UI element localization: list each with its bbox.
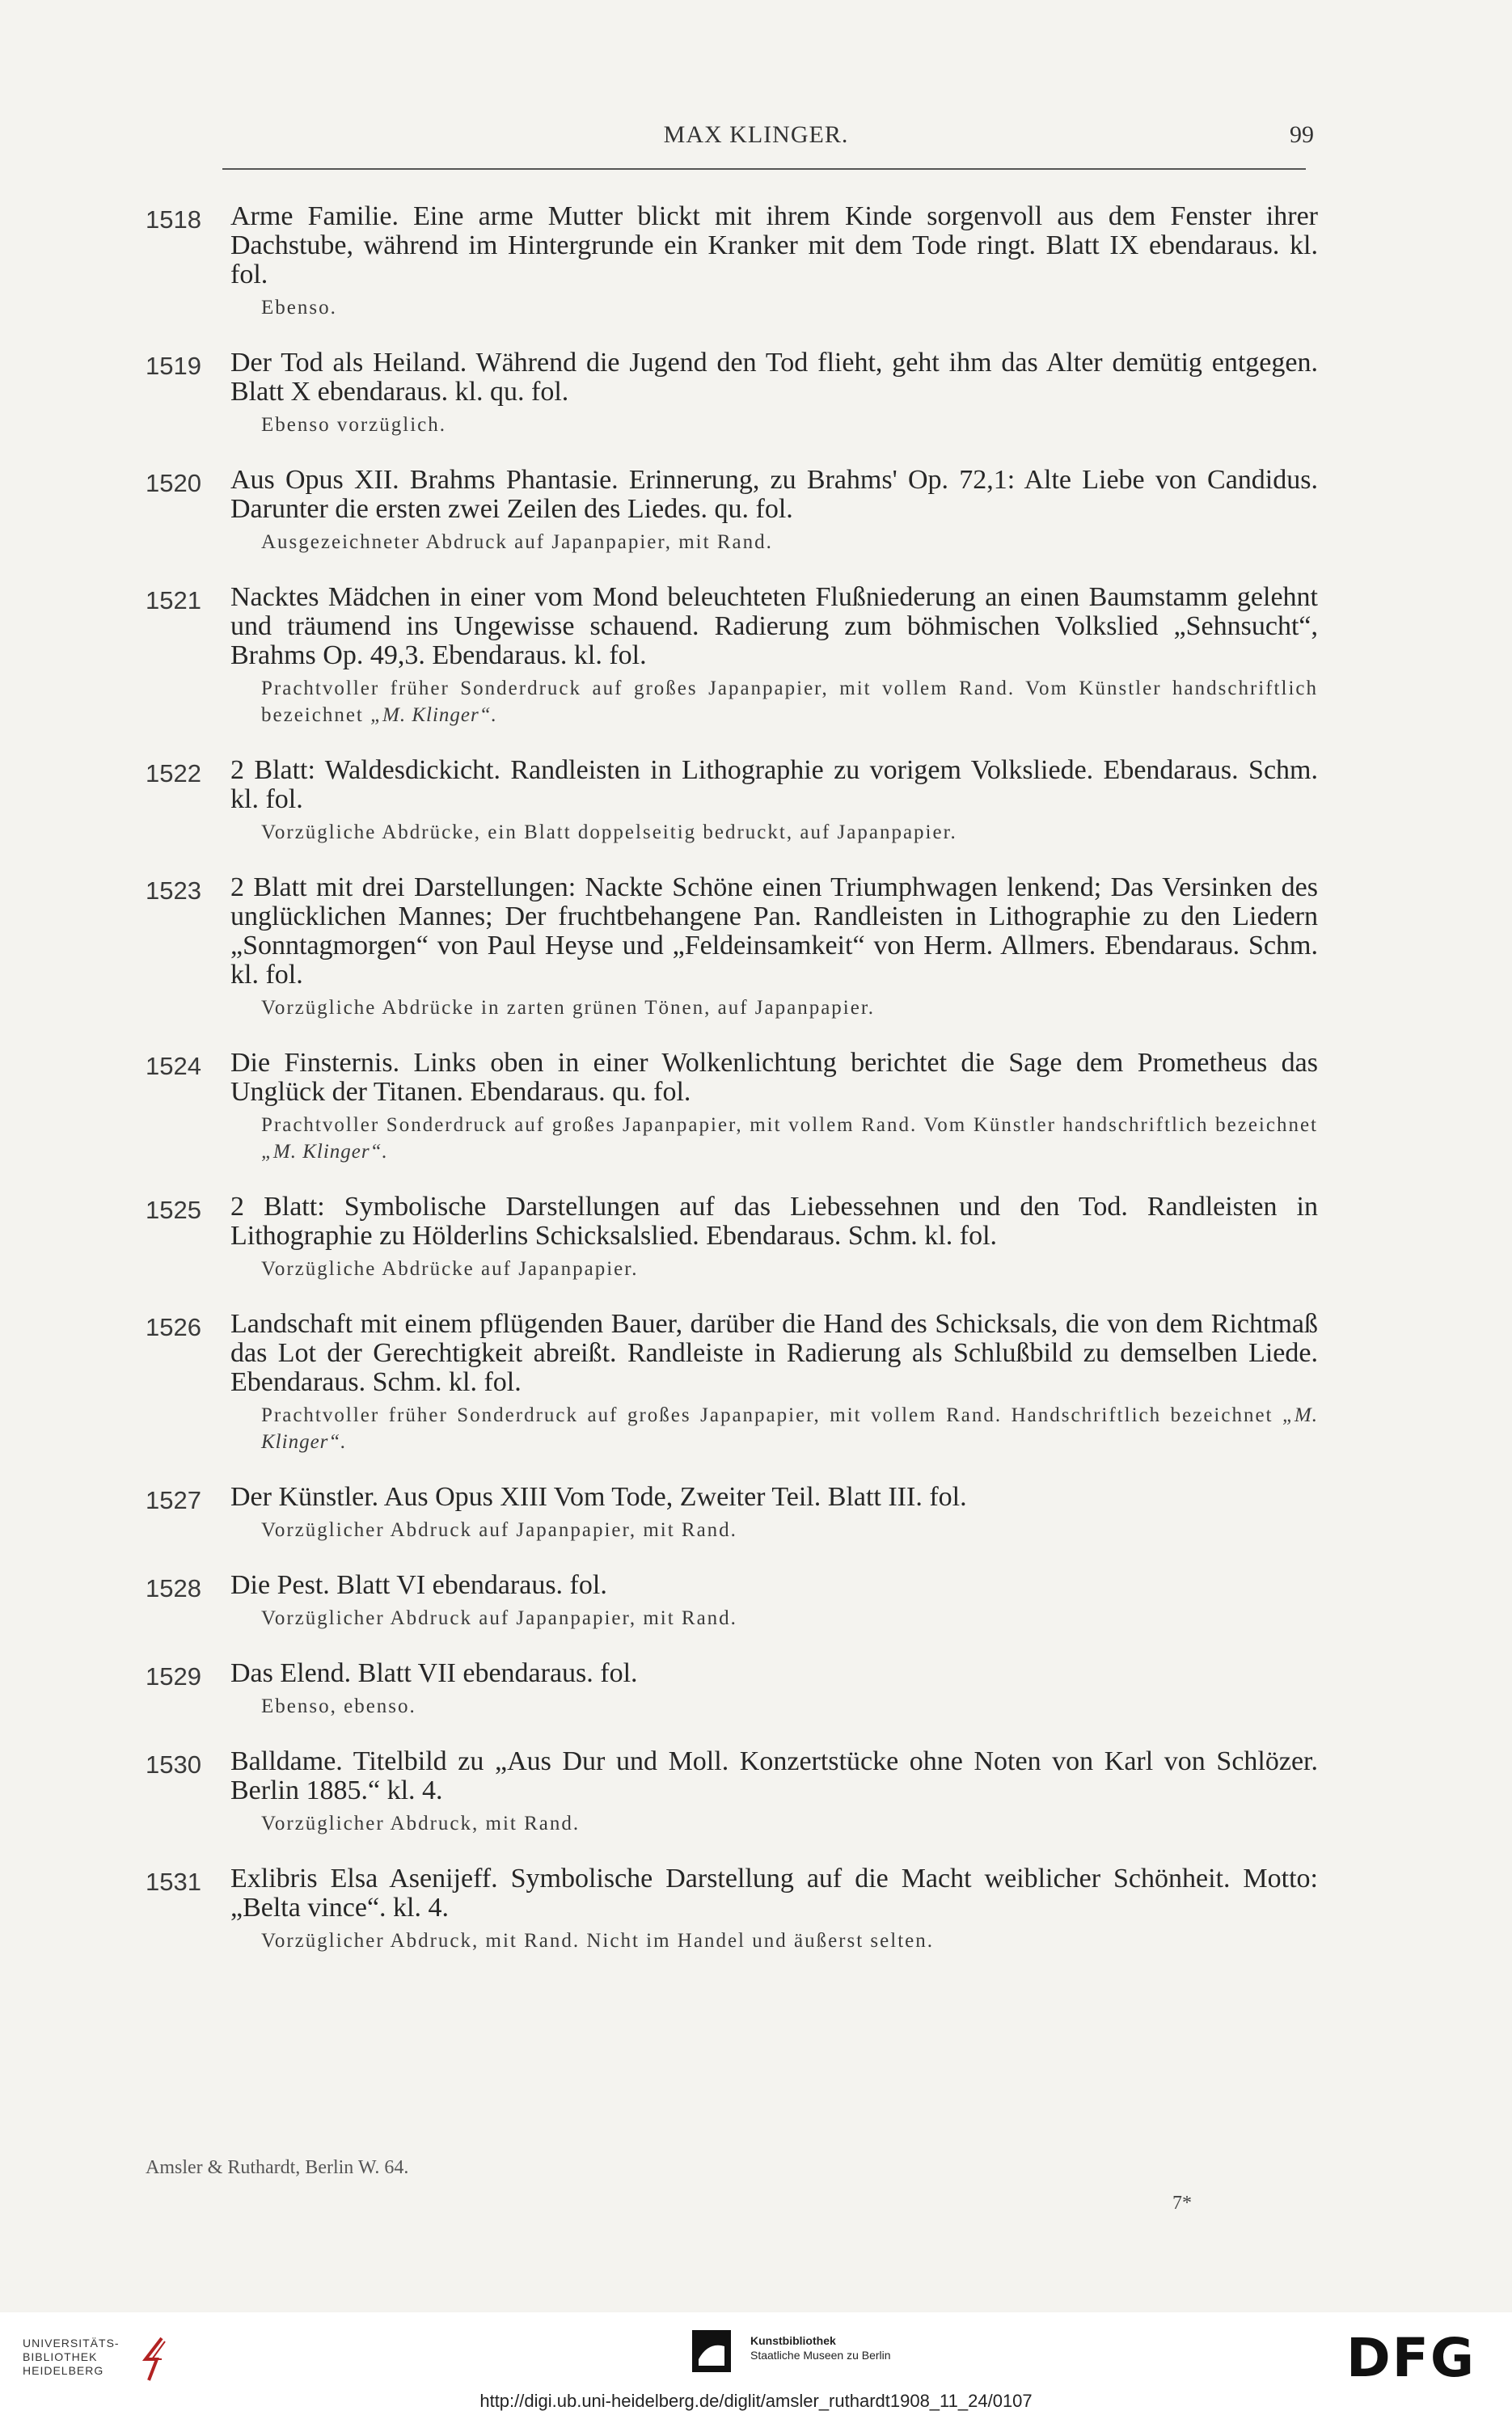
condition-text: Ebenso.	[261, 297, 337, 319]
entry-condition-note	[230, 294, 1318, 321]
catalog-entry	[146, 1049, 1318, 1165]
entry-condition-note	[230, 1605, 1318, 1632]
catalog-entry	[146, 1483, 1318, 1543]
university-library-label: UNIVERSITÄTS- BIBLIOTHEK HEIDELBERG	[23, 2337, 120, 2377]
entry-number: 1531	[146, 1868, 201, 1896]
entry-description: 2 Blatt: Waldesdickicht. Randleisten in Lithographie zu vorigem Volksliede. Ebendaraus. Schm. kl. fol.	[230, 755, 1318, 814]
entry-description: Landschaft mit einem pflügenden Bauer, darüber die Hand des Schicksals, die von dem Richtmaß das Lot der Gerechtigkeit abreißt. Randleiste in Radierung als Schlußbild zu demselben Liede. Ebendaraus. Schm. kl. fol.	[230, 1309, 1318, 1397]
catalog-entries	[146, 202, 1318, 1982]
condition-text: Ausgezeichneter Abdruck auf Japanpapier, mit Rand.	[261, 531, 773, 553]
dfg-logo: DFG	[1346, 2327, 1476, 2389]
entry-condition-note	[230, 819, 1318, 846]
entry-number: 1524	[146, 1052, 201, 1080]
catalog-entry	[146, 756, 1318, 846]
entry-description: 2 Blatt mit drei Darstellungen: Nackte Schöne einen Triumphwagen lenkend; Das Versinken des unglücklichen Mannes; Der fruchtbehangene Pan. Randleisten in Lithographie zu den Liedern „Sonntagmorgen“ von Paul Heyse und „Feldeinsamkeit“ von Herm. Allmers. Ebendaraus. Schm. kl. fol.	[230, 872, 1318, 990]
catalog-entry	[146, 1747, 1318, 1837]
condition-text: Vorzüglicher Abdruck auf Japanpapier, mit Rand.	[261, 1519, 737, 1541]
running-title: MAX KLINGER.	[663, 121, 849, 148]
university-logo-icon	[137, 2335, 175, 2383]
entry-condition-note	[230, 1517, 1318, 1543]
entry-condition-note	[230, 1256, 1318, 1282]
catalog-entry	[146, 873, 1318, 1021]
entry-description: Die Finsternis. Links oben in einer Wolkenlichtung berichtet die Sage dem Prometheus das Unglück der Titanen. Ebendaraus. qu. fol.	[230, 1048, 1318, 1107]
entry-number: 1530	[146, 1750, 201, 1779]
entry-number: 1523	[146, 876, 201, 905]
artist-signature: „M. Klinger“.	[370, 704, 497, 726]
entry-condition-note	[230, 1402, 1318, 1455]
catalog-entry	[146, 348, 1318, 438]
catalog-entry	[146, 202, 1318, 321]
entry-number: 1529	[146, 1662, 201, 1691]
entry-number: 1522	[146, 759, 201, 787]
entry-description: Balldame. Titelbild zu „Aus Dur und Moll. Konzertstücke ohne Noten von Karl von Schlözer. Berlin 1885.“ kl. 4.	[230, 1746, 1318, 1805]
entry-number: 1525	[146, 1196, 201, 1224]
catalog-entry	[146, 583, 1318, 728]
condition-text: Vorzügliche Abdrücke, ein Blatt doppelseitig bedruckt, auf Japanpapier.	[261, 821, 957, 843]
condition-text: Vorzügliche Abdrücke auf Japanpapier.	[261, 1258, 639, 1280]
entry-description: Nacktes Mädchen in einer vom Mond beleuchteten Flußniederung an einen Baumstamm gelehnt und träumend ins Ungewisse schauend. Radierung zum böhmischen Volkslied „Sehnsucht“, Brahms Op. 49,3. Ebendaraus. kl. fol.	[230, 582, 1318, 670]
entry-description: Der Künstler. Aus Opus XIII Vom Tode, Zweiter Teil. Blatt III. fol.	[230, 1482, 967, 1512]
condition-text: Ebenso, ebenso.	[261, 1695, 416, 1717]
entry-number: 1520	[146, 469, 201, 497]
kunstbibliothek-label: Kunstbibliothek Staatliche Museen zu Berlin	[750, 2334, 891, 2362]
entry-condition-note	[230, 1810, 1318, 1837]
entry-number: 1519	[146, 352, 201, 380]
artist-signature: „M. Klinger“.	[261, 1404, 1319, 1453]
entry-description: 2 Blatt: Symbolische Darstellungen auf das Liebessehnen und den Tod. Randleisten in Lithographie zu Hölderlins Schicksalslied. Ebendaraus. Schm. kl. fol.	[230, 1192, 1318, 1251]
digitization-strip	[0, 2312, 1512, 2415]
entry-condition-note	[230, 529, 1318, 555]
catalog-entry	[146, 466, 1318, 555]
catalog-entry	[146, 1571, 1318, 1632]
entry-number: 1527	[146, 1486, 201, 1514]
entry-description: Der Tod als Heiland. Während die Jugend den Tod flieht, geht ihm das Alter demütig entgegen. Blatt X ebendaraus. kl. qu. fol.	[230, 348, 1318, 407]
signature-mark: 7*	[1172, 2193, 1192, 2214]
source-url[interactable]: http://digi.ub.uni-heidelberg.de/diglit/amsler_ruthardt1908_11_24/0107	[479, 2391, 1033, 2411]
catalog-entry	[146, 1659, 1318, 1720]
entry-condition-note	[230, 1112, 1318, 1165]
entry-number: 1521	[146, 586, 201, 614]
condition-text: Prachtvoller früher Sonderdruck auf großes Japanpapier, mit vollem Rand. Handschriftlich bezeichnet	[261, 1404, 1273, 1426]
condition-text: Prachtvoller Sonderdruck auf großes Japanpapier, mit vollem Rand. Vom Künstler handschriftlich bezeichnet	[261, 1114, 1318, 1136]
entry-number: 1518	[146, 205, 201, 234]
entry-description: Exlibris Elsa Asenijeff. Symbolische Darstellung auf die Macht weiblicher Schönheit. Motto: „Belta vince“. kl. 4.	[230, 1864, 1318, 1923]
condition-text: Ebenso vorzüglich.	[261, 414, 447, 436]
catalog-entry	[146, 1193, 1318, 1282]
condition-text: Vorzüglicher Abdruck, mit Rand. Nicht im Handel und äußerst selten.	[261, 1930, 934, 1952]
header-rule	[222, 168, 1306, 170]
page-number: 99	[1290, 121, 1314, 148]
catalog-entry	[146, 1310, 1318, 1455]
condition-text: Prachtvoller früher Sonderdruck auf großes Japanpapier, mit vollem Rand. Vom Künstler handschriftlich bezeichnet	[261, 678, 1318, 726]
entry-number: 1526	[146, 1313, 201, 1341]
entry-description: Die Pest. Blatt VI ebendaraus. fol.	[230, 1570, 607, 1600]
condition-text: Vorzüglicher Abdruck, mit Rand.	[261, 1813, 581, 1834]
condition-text: Vorzüglicher Abdruck auf Japanpapier, mit Rand.	[261, 1607, 737, 1629]
entry-condition-note	[230, 1693, 1318, 1720]
entry-description: Das Elend. Blatt VII ebendaraus. fol.	[230, 1658, 638, 1688]
kunstbibliothek-logo-icon	[692, 2330, 731, 2372]
catalog-entry	[146, 1864, 1318, 1954]
entry-description: Aus Opus XII. Brahms Phantasie. Erinnerung, zu Brahms' Op. 72,1: Alte Liebe von Candidus. Darunter die ersten zwei Zeilen des Liedes. qu. fol.	[230, 465, 1318, 524]
entry-description: Arme Familie. Eine arme Mutter blickt mit ihrem Kinde sorgenvoll aus dem Fenster ihrer Dachstube, während im Hintergrunde ein Kranker mit dem Tode ringt. Blatt IX ebendaraus. kl. fol.	[230, 201, 1318, 289]
condition-text: Vorzügliche Abdrücke in zarten grünen Tönen, auf Japanpapier.	[261, 997, 876, 1019]
entry-condition-note	[230, 1927, 1318, 1954]
running-header	[0, 121, 1512, 162]
entry-condition-note	[230, 994, 1318, 1021]
publisher-line: Amsler & Ruthardt, Berlin W. 64.	[146, 2157, 409, 2178]
entry-number: 1528	[146, 1574, 201, 1602]
artist-signature: „M. Klinger“.	[261, 1141, 388, 1163]
entry-condition-note	[230, 675, 1318, 728]
entry-condition-note	[230, 412, 1318, 438]
